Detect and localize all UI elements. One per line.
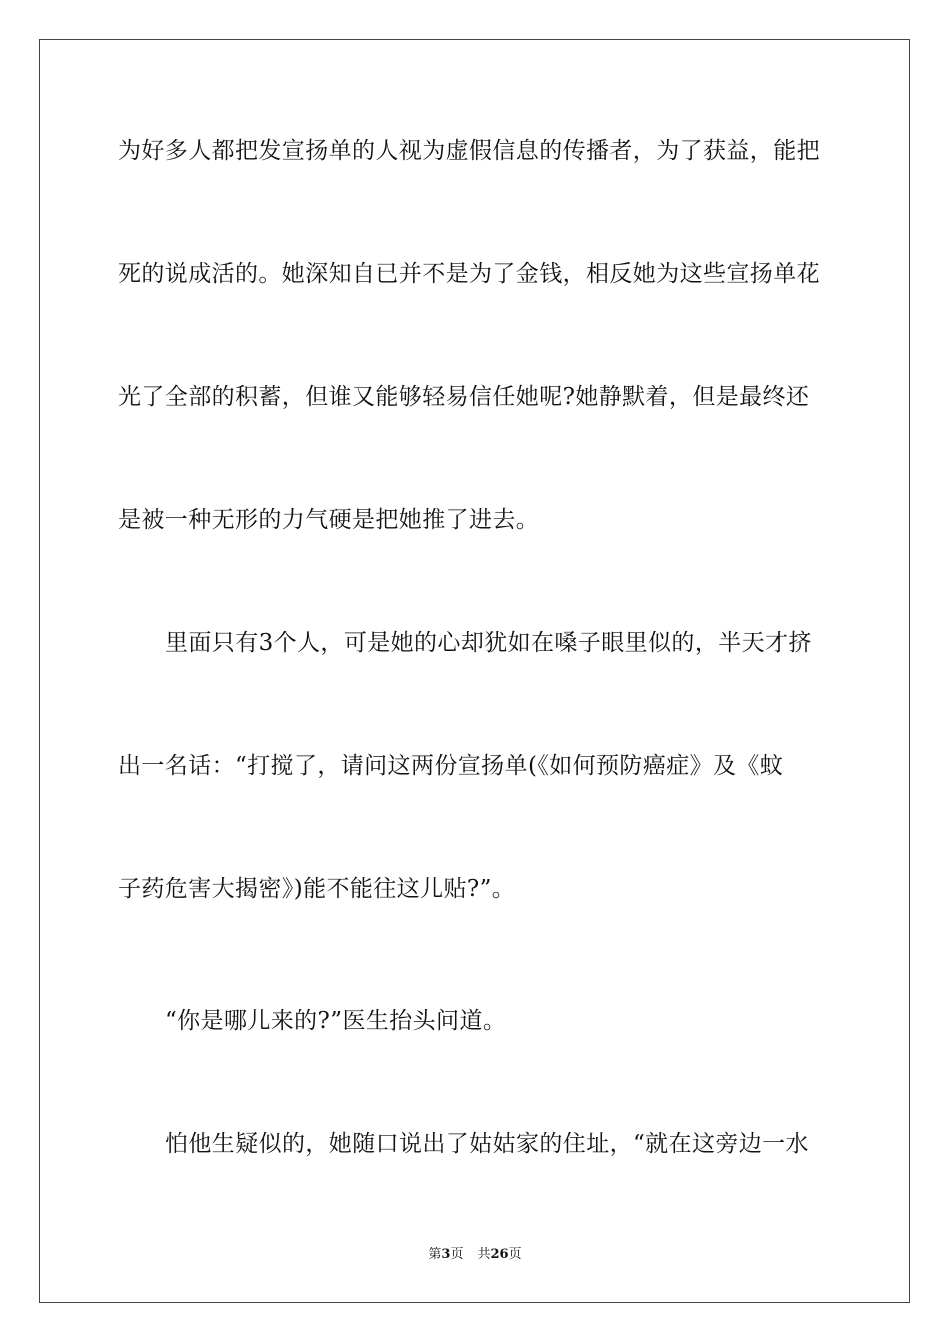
current-page-number: 3 [441,1247,451,1262]
page-border [39,39,910,1303]
paragraph-line-7: 子药危害大揭密》)能不能往这儿贴?”。 [118,876,516,902]
page-footer [0,1246,950,1264]
page-suffix: 页 [450,1247,464,1262]
paragraph-line-5: 里面只有3个人，可是她的心却犹如在嗓子眼里似的，半天才挤 [165,630,812,656]
paragraph-line-8: “你是哪儿来的?”医生抬头问道。 [165,1008,507,1034]
total-page-count: 26 [490,1247,509,1262]
page-prefix: 第 [428,1247,442,1262]
paragraph-line-2: 死的说成活的。她深知自已并不是为了金钱，相反她为这些宣扬单花 [118,261,820,287]
paragraph-line-9: 怕他生疑似的，她随口说出了姑姑家的住址，“就在这旁边一水 [165,1131,809,1157]
paragraph-line-3: 光了全部的积蓄，但谁又能够轻易信任她呢?她静默着，但是最终还 [118,384,810,410]
total-suffix: 页 [508,1247,522,1262]
paragraph-line-4: 是被一种无形的力气硬是把她推了进去。 [118,507,540,533]
total-prefix: 共 [477,1247,491,1262]
paragraph-line-1: 为好多人都把发宣扬单的人视为虚假信息的传播者，为了获益，能把 [118,138,820,164]
paragraph-line-6: 出一名话：“打搅了，请问这两份宣扬单(《如何预防癌症》及《蚊 [118,753,784,779]
